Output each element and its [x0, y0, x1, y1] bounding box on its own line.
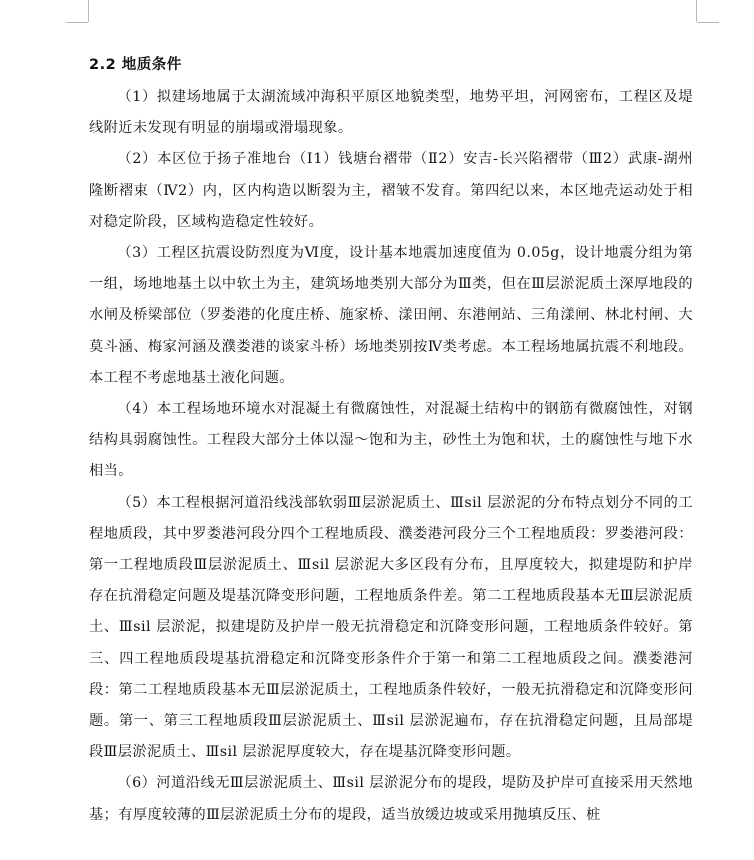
paragraph-2: （2）本区位于扬子准地台（Ⅰ1）钱塘台褶带（Ⅱ2）安吉-长兴陷褶带（Ⅲ2）武康-湖州隆断褶束（Ⅳ2）内，区内构造以断裂为主，褶皱不发育。第四纪以来，本区地壳运动处于相对稳定阶段，区域构造稳定性较好。: [89, 151, 693, 230]
paragraph-1: （1）拟建场地属于太湖流域冲海积平原区地貌类型，地势平坦，河网密布，工程区及堤线附近未发现有明显的崩塌或滑塌现象。: [89, 89, 693, 137]
crop-mark-top-right-horizontal: [697, 22, 719, 23]
paragraph-5: （5）本工程根据河道沿线浅部软弱Ⅲ层淤泥质土、Ⅲsil 层淤泥的分布特点划分不同的工程地质段，其中罗娄港河段分四个工程地质段、濮娄港河段分三个工程地质段：罗娄港河段：第一工程地质段Ⅲ层淤泥质土、Ⅲsil 层淤泥大多区段有分布，且厚度较大，拟建堤防和护岸存在抗滑稳定问题及堤基沉降变形问题，工程地质条件差。第二工程地质段基本无Ⅲ层淤泥质土、Ⅲsil 层淤泥，拟建堤防及护岸一般无抗滑稳定和沉降变形问题，工程地质条件较好。第三、四工程地质段堤基抗滑稳定和沉降变形条件介于第一和第二工程地质段之间。濮娄港河段：第二工程地质段基本无Ⅲ层淤泥质土，工程地质条件较好，一般无抗滑稳定和沉降变形问题。第一、第三工程地质段Ⅲ层淤泥质土、Ⅲsil 层淤泥遍布，存在抗滑稳定问题，且局部堤段Ⅲ层淤泥质土、Ⅲsil 层淤泥厚度较大，存在堤基沉降变形问题。: [89, 494, 693, 761]
paragraph-4: （4）本工程场地环境水对混凝土有微腐蚀性，对混凝土结构中的钢筋有微腐蚀性，对钢结构具弱腐蚀性。工程段大部分土体以湿～饱和为主，砂性土为饱和状，土的腐蚀性与地下水相当。: [89, 401, 693, 480]
paragraph-6: （6）河道沿线无Ⅲ层淤泥质土、Ⅲsil 层淤泥分布的堤段，堤防及护岸可直接采用天然地基；有厚度较薄的Ⅲ层淤泥质土分布的堤段，适当放缓边坡或采用抛填反压、桩: [89, 775, 693, 823]
section-heading: 2.2 地质条件: [89, 57, 182, 73]
crop-mark-top-left-horizontal: [66, 22, 88, 23]
paragraph-3: （3）工程区抗震设防烈度为Ⅵ度，设计基本地震加速度值为 0.05g，设计地震分组为第一组，场地地基土以中软土为主，建筑场地类别大部分为Ⅲ类，但在Ⅲ层淤泥质土深厚地段的水闸及桥梁部位（罗娄港的化度庄桥、施家桥、漾田闸、东港闸站、三角漾闸、林北村闸、大莫斗涵、梅家河涵及濮娄港的谈家斗桥）场地类别按Ⅳ类考虑。本工程场地属抗震不利地段。本工程不考虑地基土液化问题。: [89, 245, 693, 386]
document-body: [89, 52, 693, 831]
crop-mark-top-right-vertical: [696, 0, 697, 22]
crop-mark-top-left-vertical: [88, 0, 89, 22]
